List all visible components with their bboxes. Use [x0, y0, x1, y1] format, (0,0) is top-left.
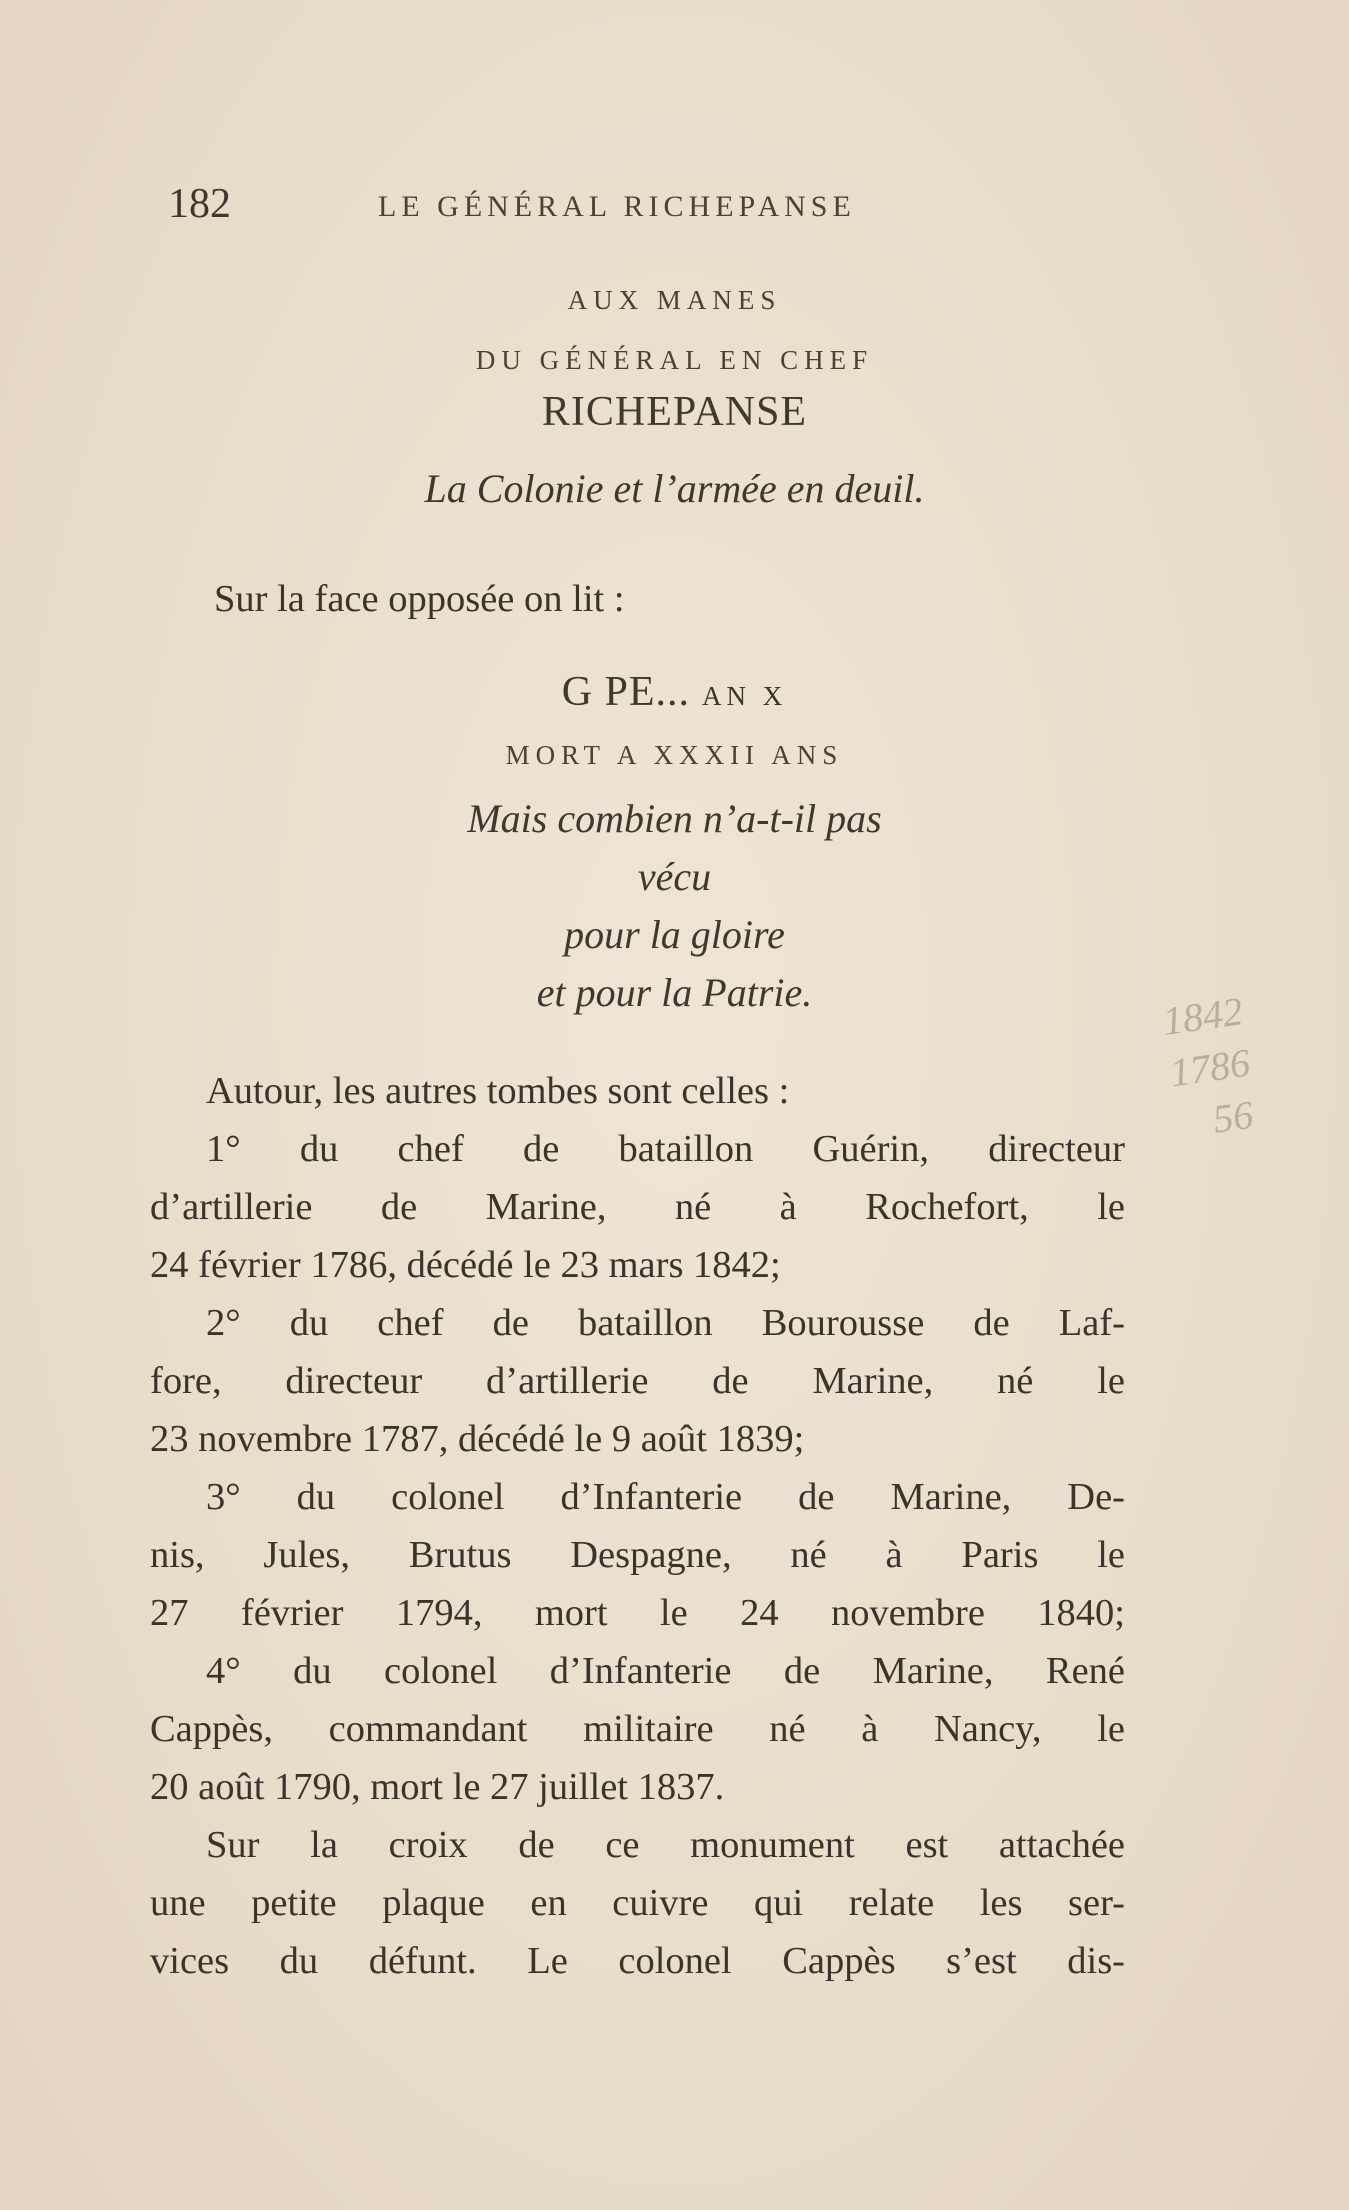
body-line: Sur la croix de ce monument est attachée — [206, 1824, 1125, 1866]
body-line: Cappès, commandant militaire né à Nancy, le — [150, 1708, 1125, 1750]
back-inscription-line-5: pour la gloire — [564, 912, 785, 957]
back-inscription-year: AN X — [702, 681, 788, 711]
intro-paragraph — [150, 570, 1125, 628]
body-line: Autour, les autres tombes sont celles : — [206, 1070, 790, 1112]
inscription-line-aux-manes: AUX MANES — [567, 285, 782, 315]
page-number: 182 — [168, 181, 231, 227]
body-line: 4° du colonel d’Infanterie de Marine, René — [206, 1650, 1125, 1692]
back-inscription-line-1 — [0, 668, 1349, 716]
body-line: 3° du colonel d’Infanterie de Marine, De- — [206, 1476, 1125, 1518]
back-inscription-main: G PE... — [561, 669, 691, 715]
inscription-line-richepanse: RICHEPANSE — [541, 389, 808, 435]
body-text — [150, 1062, 1125, 1990]
body-line: nis, Jules, Brutus Despagne, né à Paris le — [150, 1534, 1125, 1576]
inscription-line-deuil: La Colonie et l’armée en deuil. — [424, 466, 925, 511]
intro-text: Sur la face opposée on lit : — [214, 578, 625, 620]
body-line: une petite plaque en cuivre qui relate les ser- — [150, 1882, 1125, 1924]
body-line: fore, directeur d’artillerie de Marine, né le — [150, 1360, 1125, 1402]
body-line: d’artillerie de Marine, né à Rochefort, le — [150, 1186, 1125, 1228]
running-title: LE GÉNÉRAL RICHEPANSE — [378, 190, 856, 223]
body-line: vices du défunt. Le colonel Cappès s’est dis- — [150, 1940, 1125, 1982]
back-inscription-line-2: MORT A XXXII ANS — [505, 740, 844, 770]
back-inscription-line-3: Mais combien n’a-t-il pas — [467, 796, 882, 841]
back-inscription-line-6: et pour la Patrie. — [536, 970, 813, 1015]
body-line: 1° du chef de bataillon Guérin, directeur — [206, 1128, 1125, 1170]
body-line: 23 novembre 1787, décédé le 9 août 1839; — [150, 1418, 805, 1460]
body-line: 20 août 1790, mort le 27 juillet 1837. — [150, 1766, 725, 1808]
annotation-line: 1786 — [1167, 1039, 1253, 1096]
body-line: 24 février 1786, décédé le 23 mars 1842; — [150, 1244, 781, 1286]
annotation-line: 1842 — [1159, 988, 1246, 1044]
inscription-line-general: DU GÉNÉRAL EN CHEF — [475, 345, 874, 375]
annotation-line: 56 — [1210, 1091, 1256, 1142]
body-line: 27 février 1794, mort le 24 novembre 1840; — [150, 1592, 1125, 1634]
body-line: 2° du chef de bataillon Bourousse de Laf- — [206, 1302, 1125, 1344]
page-header — [168, 180, 1168, 240]
back-inscription-line-4: vécu — [637, 854, 712, 899]
